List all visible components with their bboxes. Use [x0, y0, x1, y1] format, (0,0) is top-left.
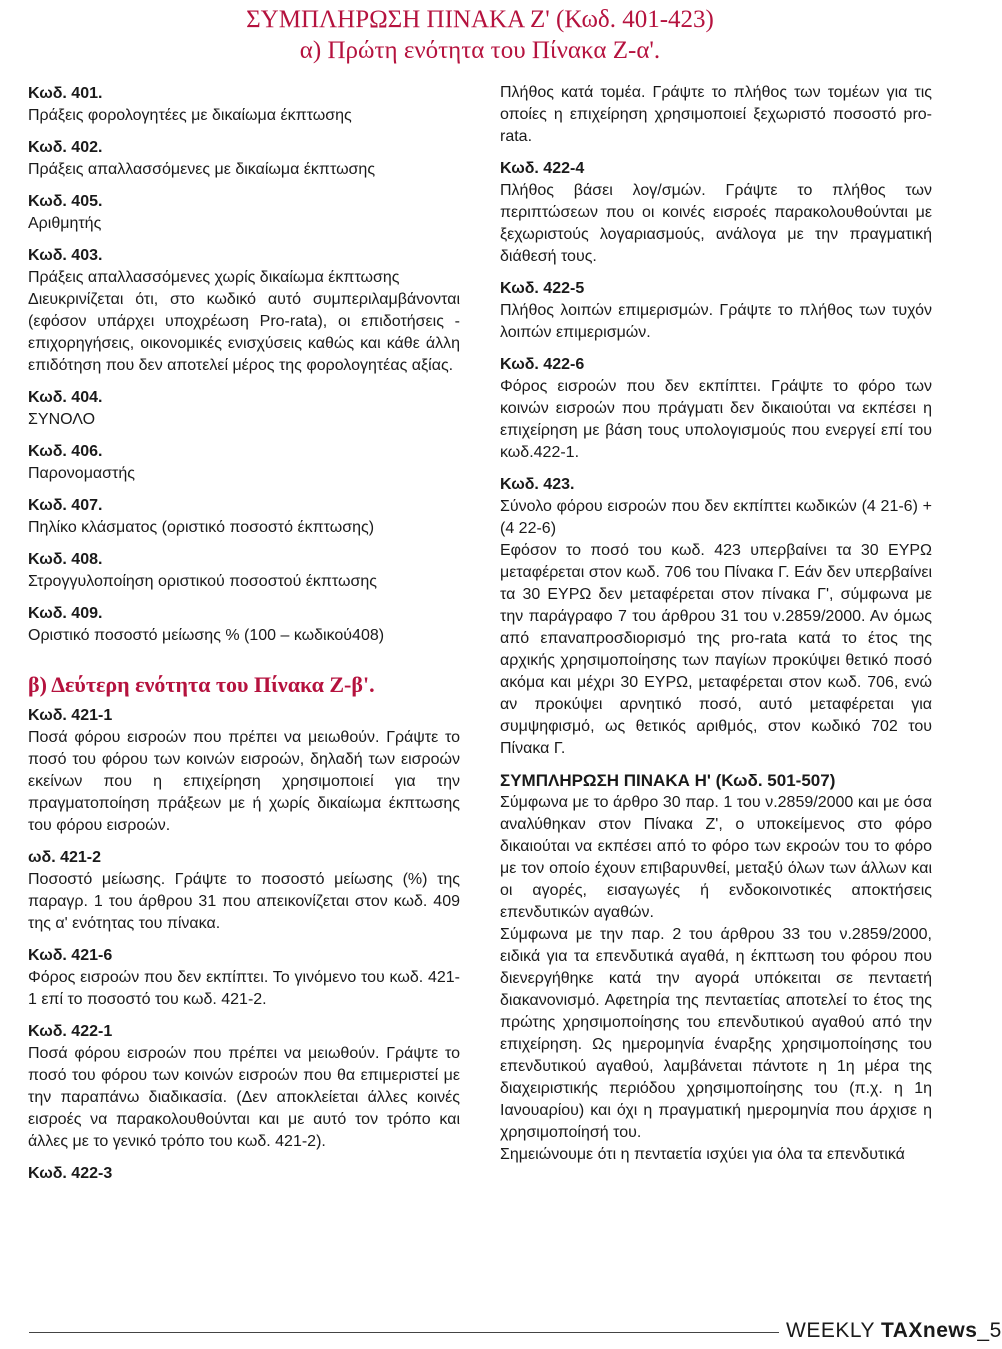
- code-421-1-text: Ποσά φόρου εισροών που πρέπει να μειωθούν. Γράψτε το ποσό του φόρου των κοινών εισροών, δηλαδή των εισροών εκείνων που η επιχείρηση χρησιμοποιεί για την πραγματοποίηση πράξεων με ή χωρίς δικαίωμα έκπτωσης του φόρου εισροών.: [28, 729, 460, 834]
- code-422-3-heading: Κωδ. 422-3: [28, 1165, 113, 1182]
- table-h-paragraph-2: Σύμφωνα με την παρ. 2 του άρθρου 33 του ν.2859/2000, ειδικά για τα επενδυτικά αγαθά, η έκπτωση του φόρου που διενεργήθηκε κατά την αγορά υπόκειται σε πενταετή διακανονισμό. Αφετηρία της πενταετίας αποτελεί το έτος της πρώτης χρησιμοποίησης του επενδυτικού αγαθού από την επιχείρηση. Ως ημερομηνία έναρξης χρησιμοποίησης του επενδυτικού αγαθού, λαμβάνεται πάντοτε η 1η μέρα της διαχειριστικής περιόδου χρησιμοποίησης του (π.χ. η 1η Ιανουαρίου) και όχι η πραγματική ημερομηνία που άρχισε η χρησιμοποίησή του.: [500, 926, 932, 1141]
- footer-brand-weekly: WEEKLY: [786, 1319, 875, 1342]
- code-401-text: Πράξεις φορολογητέες με δικαίωμα έκπτωσης: [28, 107, 352, 124]
- code-422-4-heading: Κωδ. 422-4: [500, 160, 585, 177]
- code-405-text: Αριθμητής: [28, 215, 102, 232]
- code-406-heading: Κωδ. 406.: [28, 443, 103, 460]
- footer-rule: [29, 1332, 779, 1333]
- code-403-heading: Κωδ. 403.: [28, 247, 103, 264]
- footer-brand-taxnews: TAXnews: [880, 1319, 978, 1342]
- code-422-6-heading: Κωδ. 422-6: [500, 356, 585, 373]
- code-403-text: Διευκρινίζεται ότι, στο κωδικό αυτό συμπεριλαμβάνονται (εφόσον υπάρχει υποχρέωση Pro-rata), οι επιδοτήσεις - επιχορηγήσεις, οικονομικές ενισχύσεις καθώς και κάθε άλλη επιδότηση που δεν αποτελεί μέρος της φορολογητέας αξίας.: [28, 291, 460, 374]
- code-403-title: Πράξεις απαλλασσόμενες χωρίς δικαίωμα έκπτωσης: [28, 269, 400, 286]
- table-h-paragraph-3: Σημειώνουμε ότι η πενταετία ισχύει για όλα τα επενδυτικά: [500, 1146, 905, 1163]
- code-422-1-heading: Κωδ. 422-1: [28, 1023, 113, 1040]
- page-title: ΣΥΜΠΛΗΡΩΣΗ ΠΙΝΑΚΑ Ζ' (Κωδ. 401-423): [246, 6, 714, 33]
- section-2-title: β) Δεύτερη ενότητα του Πίνακα Ζ-β'.: [28, 672, 375, 697]
- code-422-4-text: Πλήθος βάσει λογ/σμών. Γράψτε το πλήθος των περιπτώσεων που οι κοινές εισροές παρακολουθούνται με ξεχωριστούς λογαριασμούς, ανάλογα με την πραγματική διάθεσή τους.: [500, 182, 932, 265]
- code-423-text: Σύνολο φόρου εισροών που δεν εκπίπτει κωδικών (4 21-6) + (4 22-6): [500, 498, 932, 537]
- code-402-heading: Κωδ. 402.: [28, 139, 103, 156]
- table-h-paragraph-1: Σύμφωνα με το άρθρο 30 παρ. 1 του ν.2859/2000 και με όσα αναλύθηκαν στον Πίνακα Ζ', ο υποκείμενος στο φόρο δικαιούται να εκπέσει από το φόρο των εκροών του το φόρο με τον οποίο έχουν επιβαρυνθεί, μεταξύ όλων των άλλων και οι αγορές, εισαγωγές ή ενδοκοινοτικές αποκτήσεις επενδυτικών αγαθών.: [500, 794, 932, 921]
- page-subtitle: α) Πρώτη ενότητα του Πίνακα Ζ-α'.: [299, 37, 661, 64]
- code-422-1-text: Ποσά φόρου εισροών που πρέπει να μειωθούν. Γράψτε το ποσό του φόρου των κοινών εισροών που θα επιμεριστεί με την παραπάνω διαδικασία. (Δεν αποκλείεται άλλες κοινές εισροές να παρακολουθούνται και με αυτό τον τρόπο και άλλες με το γενικό τρόπο του κωδ. 421-2).: [28, 1045, 460, 1150]
- code-404-heading: Κωδ. 404.: [28, 389, 103, 406]
- code-407-heading: Κωδ. 407.: [28, 497, 103, 514]
- code-422-5-heading: Κωδ. 422-5: [500, 280, 585, 297]
- code-405-heading: Κωδ. 405.: [28, 193, 103, 210]
- code-401-heading: Κωδ. 401.: [28, 85, 103, 102]
- table-h-title: ΣΥΜΠΛΗΡΩΣΗ ΠΙΝΑΚΑ Η' (Κωδ. 501-507): [500, 771, 836, 790]
- code-409-heading: Κωδ. 409.: [28, 605, 103, 622]
- code-423-text-2: Εφόσον το ποσό του κωδ. 423 υπερβαίνει τα 30 ΕΥΡΩ μεταφέρεται στον κωδ. 706 του Πίνακα Γ. Εάν δεν υπερβαίνει τα 30 ΕΥΡΩ δεν μεταφέρεται στον πίνακα Γ', σύμφωνα με την παράγραφο 7 του άρθρου 31 του ν.2859/2000. Αν όμως από επαναπροσδιορισμό της pro-rata κατά το έτος της αρχικής χρησιμοποίησης των παγίων προκύψει θετικό ποσό ακόμα και μέχρι 30 ΕΥΡΩ, μεταφέρεται στον κωδ. 706, ενώ αν προκύψει αρνητικό ποσό, αυτό μεταφέρεται για συμψηφισμό, ως θετικός αριθμός, στον κωδικό 702 του Πίνακα Γ.: [500, 542, 932, 757]
- code-406-text: Παρονομαστής: [28, 465, 135, 482]
- code-407-text: Πηλίκο κλάσματος (οριστικό ποσοστό έκπτωσης): [28, 519, 375, 536]
- right-column: [500, 82, 932, 1166]
- code-421-6-heading: Κωδ. 421-6: [28, 947, 113, 964]
- code-423-heading: Κωδ. 423.: [500, 476, 575, 493]
- page-header: [240, 4, 720, 66]
- code-408-text: Στρογγυλοποίηση οριστικού ποσοστού έκπτωσης: [28, 573, 377, 590]
- code-422-5-text: Πλήθος λοιπών επιμερισμών. Γράψτε το πλήθος των τυχόν λοιπών επιμερισμών.: [500, 302, 932, 341]
- code-421-6-text: Φόρος εισροών που δεν εκπίπτει. Το γινόμενο του κωδ. 421-1 επί το ποσοστό του κωδ. 421-2.: [28, 969, 460, 1008]
- code-404-text: ΣΥΝΟΛΟ: [28, 411, 96, 428]
- code-409-text: Οριστικό ποσοστό μείωσης % (100 – κωδικού408): [28, 627, 385, 644]
- code-408-heading: Κωδ. 408.: [28, 551, 103, 568]
- left-column: [28, 83, 460, 1185]
- code-402-text: Πράξεις απαλλασσόμενες με δικαίωμα έκπτωσης: [28, 161, 376, 178]
- code-422-6-text: Φόρος εισροών που δεν εκπίπτει. Γράψτε το φόρο των κοινών εισροών που πράγματι δεν δικαιούται να εκπέσει η επιχείρηση με βάση τους υπολογισμούς που ενεργεί επί του κωδ.422-1.: [500, 378, 932, 461]
- code-421-1-heading: Κωδ. 421-1: [28, 707, 113, 724]
- footer-brand: [786, 1319, 1002, 1343]
- code-422-3-text: Πλήθος κατά τομέα. Γράψτε το πλήθος των τομέων για τις οποίες η επιχείρηση χρησιμοποιεί ξεχωριστό ποσοστό pro-rata.: [500, 84, 932, 145]
- code-421-2-heading: ωδ. 421-2: [28, 849, 102, 866]
- code-421-2-text: Ποσοστό μείωσης. Γράψτε το ποσοστό μείωσης (%) της παραγρ. 1 του άρθρου 31 που απεικονίζεται στον κωδ. 409 της α' ενότητας του πίνακα.: [28, 871, 460, 932]
- footer-page-number: _5: [977, 1319, 1002, 1342]
